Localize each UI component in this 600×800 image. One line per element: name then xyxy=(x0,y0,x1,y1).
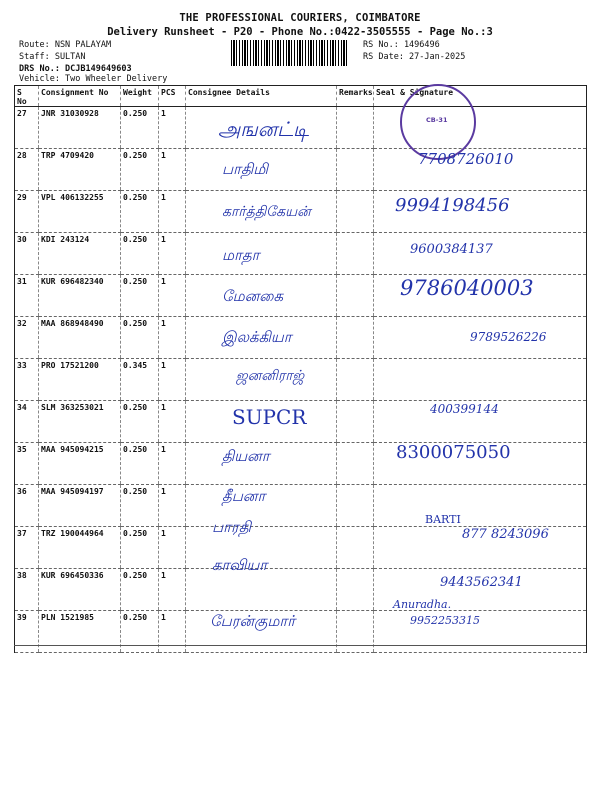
row-remarks xyxy=(337,527,374,569)
consignee-sign-27: அஙனட்டி xyxy=(218,117,309,141)
row-weight: 0.250 xyxy=(121,275,159,317)
signature-name-39: Anuradha. xyxy=(393,598,452,611)
rs-date: RS Date: 27-Jan-2025 xyxy=(363,52,466,62)
phone-38: 9443562341 xyxy=(440,575,523,590)
table-row xyxy=(15,233,587,275)
row-consignment-no: KUR 696450336 xyxy=(39,569,121,611)
col-consignee: Consignee Details xyxy=(186,86,337,107)
row-pcs: 1 xyxy=(159,275,186,317)
row-remarks xyxy=(337,275,374,317)
consignee-sign-33: ஜனனிராஜ் xyxy=(236,368,305,384)
consignee-sign-30: மாதா xyxy=(222,246,260,264)
row-pcs: 1 xyxy=(159,443,186,485)
row-consignment-no: MAA 868948490 xyxy=(39,317,121,359)
row-sno: 28 xyxy=(15,149,39,191)
row-weight: 0.250 xyxy=(121,569,159,611)
consignee-sign-34: SUPCR xyxy=(232,405,307,429)
row-sno: 39 xyxy=(15,611,39,653)
table-bottom-rule xyxy=(14,645,586,646)
col-consignment: Consignment No xyxy=(39,86,121,107)
row-consignment-no: KDI 243124 xyxy=(39,233,121,275)
col-pcs: PCS xyxy=(159,86,186,107)
row-sno: 35 xyxy=(15,443,39,485)
row-remarks xyxy=(337,443,374,485)
row-signature xyxy=(374,611,587,653)
phone-31: 9786040003 xyxy=(400,276,534,300)
consignee-sign-32: இலக்கியா xyxy=(222,328,292,346)
row-sno: 37 xyxy=(15,527,39,569)
row-pcs: 1 xyxy=(159,107,186,149)
consignee-sign-37: பாரதி xyxy=(212,518,252,536)
row-consignment-no: PLN 1521985 xyxy=(39,611,121,653)
row-signature xyxy=(374,485,587,527)
row-remarks xyxy=(337,401,374,443)
rs-number: RS No.: 1496496 xyxy=(363,40,440,50)
row-remarks xyxy=(337,569,374,611)
row-weight: 0.250 xyxy=(121,233,159,275)
row-sno: 29 xyxy=(15,191,39,233)
row-weight: 0.250 xyxy=(121,401,159,443)
row-weight: 0.250 xyxy=(121,107,159,149)
row-weight: 0.345 xyxy=(121,359,159,401)
row-pcs: 1 xyxy=(159,569,186,611)
row-consignment-no: MAA 945094215 xyxy=(39,443,121,485)
row-weight: 0.250 xyxy=(121,527,159,569)
row-consignment-no: SLM 363253021 xyxy=(39,401,121,443)
row-remarks xyxy=(337,191,374,233)
consignee-sign-38: காவியா xyxy=(212,556,268,574)
row-pcs: 1 xyxy=(159,485,186,527)
vehicle-label: Vehicle: Two Wheeler Delivery xyxy=(19,74,168,84)
signature-name-37: BARTI xyxy=(425,513,461,526)
row-remarks xyxy=(337,149,374,191)
phone-28: 7708726010 xyxy=(418,150,514,168)
row-pcs: 1 xyxy=(159,359,186,401)
consignee-sign-31: மேனகை xyxy=(222,287,284,305)
col-signature: Seal & Signature xyxy=(374,86,587,107)
row-remarks xyxy=(337,359,374,401)
phone-35: 8300075050 xyxy=(396,442,511,463)
row-weight: 0.250 xyxy=(121,611,159,653)
row-pcs: 1 xyxy=(159,527,186,569)
row-sno: 27 xyxy=(15,107,39,149)
row-consignment-no: JNR 31030928 xyxy=(39,107,121,149)
company-seal-stamp: CB-31 xyxy=(400,84,476,160)
table-header-row xyxy=(15,86,587,107)
row-weight: 0.250 xyxy=(121,191,159,233)
phone-39: 9952253315 xyxy=(410,614,480,627)
row-remarks xyxy=(337,233,374,275)
row-weight: 0.250 xyxy=(121,485,159,527)
row-remarks xyxy=(337,485,374,527)
row-weight: 0.250 xyxy=(121,443,159,485)
row-remarks xyxy=(337,611,374,653)
consignee-sign-29: கார்த்திகேயன் xyxy=(222,204,311,220)
phone-29: 9994198456 xyxy=(395,195,510,216)
barcode xyxy=(231,40,349,66)
row-consignment-no: MAA 945094197 xyxy=(39,485,121,527)
table-row xyxy=(15,485,587,527)
row-consignment-no: PRO 17521200 xyxy=(39,359,121,401)
col-remarks: Remarks xyxy=(337,86,374,107)
row-sno: 36 xyxy=(15,485,39,527)
row-signature xyxy=(374,359,587,401)
row-sno: 34 xyxy=(15,401,39,443)
row-weight: 0.250 xyxy=(121,317,159,359)
route-label: Route: NSN PALAYAM xyxy=(19,40,112,50)
row-pcs: 1 xyxy=(159,191,186,233)
row-sno: 30 xyxy=(15,233,39,275)
col-weight: Weight xyxy=(121,86,159,107)
consignee-sign-39: பேரன்குமார் xyxy=(210,612,296,630)
row-pcs: 1 xyxy=(159,401,186,443)
phone-32: 9789526226 xyxy=(470,330,547,344)
row-consignment-no: TRP 4709420 xyxy=(39,149,121,191)
drs-number: DRS No.: DCJB149649603 xyxy=(19,64,132,74)
row-pcs: 1 xyxy=(159,317,186,359)
row-pcs: 1 xyxy=(159,233,186,275)
staff-label: Staff: SULTAN xyxy=(19,52,86,62)
row-sno: 31 xyxy=(15,275,39,317)
phone-30: 9600384137 xyxy=(410,242,493,257)
row-pcs: 1 xyxy=(159,611,186,653)
row-sno: 38 xyxy=(15,569,39,611)
row-consignment-no: VPL 406132255 xyxy=(39,191,121,233)
row-remarks xyxy=(337,317,374,359)
row-consignee-details xyxy=(186,233,337,275)
consignee-sign-36: தீபனா xyxy=(222,487,266,505)
phone-34: 400399144 xyxy=(430,402,499,416)
table-row xyxy=(15,611,587,653)
row-consignment-no: TRZ 190044964 xyxy=(39,527,121,569)
row-sno: 33 xyxy=(15,359,39,401)
runsheet-subtitle: Delivery Runsheet - P20 - Phone No.:0422-3505555 - Page No.:3 xyxy=(107,26,493,38)
row-pcs: 1 xyxy=(159,149,186,191)
company-title: THE PROFESSIONAL COURIERS, COIMBATORE xyxy=(179,12,421,24)
row-sno: 32 xyxy=(15,317,39,359)
consignee-sign-35: தியனா xyxy=(222,447,270,465)
row-remarks xyxy=(337,107,374,149)
phone-37: 877 8243096 xyxy=(462,527,549,542)
col-sno: S No xyxy=(15,86,39,107)
row-weight: 0.250 xyxy=(121,149,159,191)
row-consignment-no: KUR 696482340 xyxy=(39,275,121,317)
consignee-sign-28: பாதிமி xyxy=(222,160,269,178)
